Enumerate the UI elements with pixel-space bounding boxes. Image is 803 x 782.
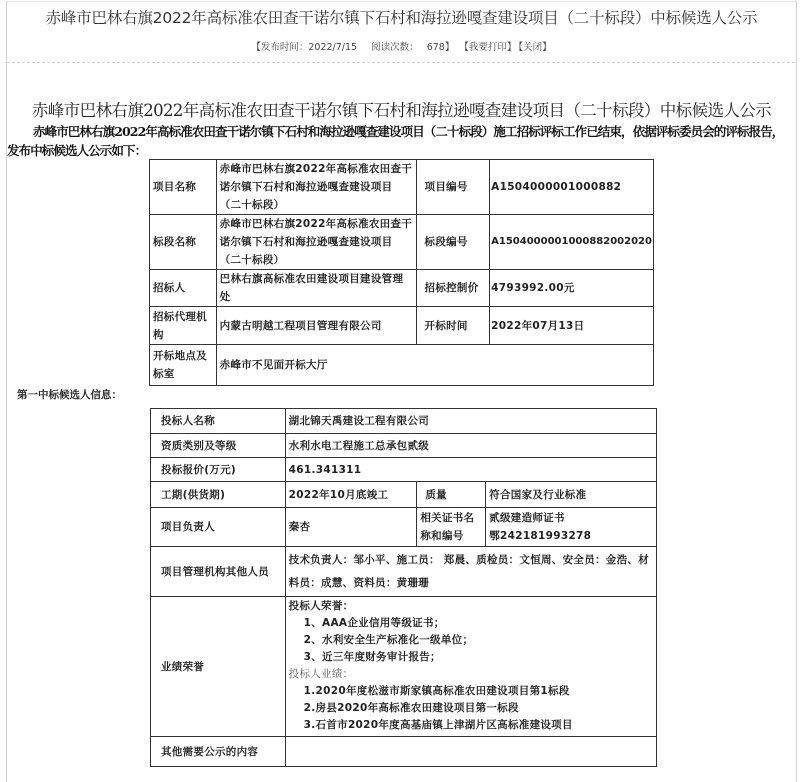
cell-label: 招标人 [150,270,217,307]
close-link[interactable]: 【关闭】 [518,42,552,53]
table-row [151,409,657,434]
section-title: 第一中标候选人信息： [17,389,122,401]
honor-item: 1、AAA企业信用等级证书； [303,617,445,629]
publish-date: 【发布时间：2022/7/15 [251,42,358,53]
article-intro: 赤峰市巴林右旗2022年高标准农田查干诺尔镇下石村和海拉逊嘎查建设项目（二十标段）施工招标评标工作已结束，依据评标委员会的评标报告，发布中标候选人公示如下： [7,124,784,158]
honor-item: 3、近三年度财务审计报告； [303,651,441,663]
cert-name: 贰级建造师证书 [489,512,565,524]
table-row [150,345,654,386]
cell-value: 赤峰市巴林右旗2022年高标准农田查干诺尔镇下石村和海拉逊嘎查建设项目（二十标段） [216,215,416,270]
cell-value: 内蒙古明越工程项目管理有限公司 [216,307,416,345]
cell-label: 招标控制价 [416,270,490,307]
honor-item: 2、水利安全生产标准化一级单位； [303,634,474,646]
cell-label: 项目编号 [416,160,490,215]
table-row [150,307,654,345]
cell-label: 标段编号 [416,215,490,270]
cell-label: 项目管理机构其他人员 [151,547,286,597]
cell-value: 湖北锦天禹建设工程有限公司 [285,409,656,434]
table-row [150,270,654,307]
table-row [151,547,657,597]
cell-label: 资质类别及等级 [151,434,286,458]
cell-label: 质量 [417,482,486,508]
table-row [150,215,654,270]
cell-value: 技术负责人：邹小平、施工员： 郑晨、质检员：文恒周、安全员：金浩、材料员：成慧、资料员：黄珊珊 [285,547,656,597]
table-row [151,458,657,482]
cell-label: 相关证书名称和编号 [417,508,486,547]
cell-value: 2022年07月13日 [490,307,654,345]
article-heading: 赤峰市巴林右旗2022年高标准农田查干诺尔镇下石村和海拉逊嘎查建设项目（二十标段）中标候选人公示 [31,101,772,120]
table-row [151,508,657,547]
cell-label: 项目负责人 [151,508,286,547]
cell-value: 461.341311 [285,458,656,482]
perf-item: 3.石首市2020年度高基庙镇上津湖片区高标准建设项目 [303,719,573,731]
perf-title: 投标人业绩： [288,668,354,680]
page-title: 赤峰市巴林右旗2022年高标准农田查干诺尔镇下石村和海拉逊嘎查建设项目（二十标段）中标候选人公示 [45,9,758,27]
cell-label: 开标地点及标室 [150,345,217,386]
cell-label: 标段名称 [150,215,217,270]
cell-label: 投标报价(万元) [151,458,286,482]
cell-label: 工期(供货期) [151,482,286,508]
cell-value: 秦杏 [285,508,417,547]
table-row [151,597,657,737]
cell-value: 符合国家及行业标准 [486,482,657,508]
cell-value: 4793992.00元 [490,270,654,307]
cell-value: A1504000001000882002020 [490,215,654,270]
cell-label: 业绩荣誉 [151,597,286,737]
candidate-table [150,408,657,767]
project-info-table [149,159,654,386]
table-row [150,160,654,215]
cell-value: 巴林右旗高标准农田建设项目建设管理处 [216,270,416,307]
table-row [151,482,657,508]
read-count: 678】 [426,42,455,53]
table-row [151,434,657,458]
cell-label: 其他需要公示的内容 [151,737,286,767]
cell-label: 招标代理机构 [150,307,217,345]
cell-label: 投标人名称 [151,409,286,434]
cell-value: 2022年10月底竣工 [285,482,417,508]
table-row [151,737,657,767]
print-link[interactable]: 【我要打印】 [459,42,517,53]
divider [7,62,795,63]
cert-no: 鄂242181993278 [489,530,592,542]
perf-item: 2.房县2020年高标准农田建设项目第一标段 [303,702,519,714]
cell-value [285,597,656,737]
cell-label: 开标时间 [416,307,490,345]
cell-value: A1504000001000882 [490,160,654,215]
cell-value: 赤峰市不见面开标大厅 [216,345,653,386]
cell-value [486,508,657,547]
honor-title: 投标人荣誉： [288,600,354,612]
cell-value: 水利水电工程施工总承包贰级 [285,434,656,458]
cell-label: 项目名称 [150,160,217,215]
perf-item: 1.2020年度松滋市斯家镇高标准农田建设项目第1标段 [303,685,570,697]
article-meta [0,39,803,53]
read-count-label: 阅读次数： [371,42,419,53]
cell-value [285,737,656,767]
cell-value: 赤峰市巴林右旗2022年高标准农田查干诺尔镇下石村和海拉逊嘎查建设项目（二十标段） [216,160,416,215]
